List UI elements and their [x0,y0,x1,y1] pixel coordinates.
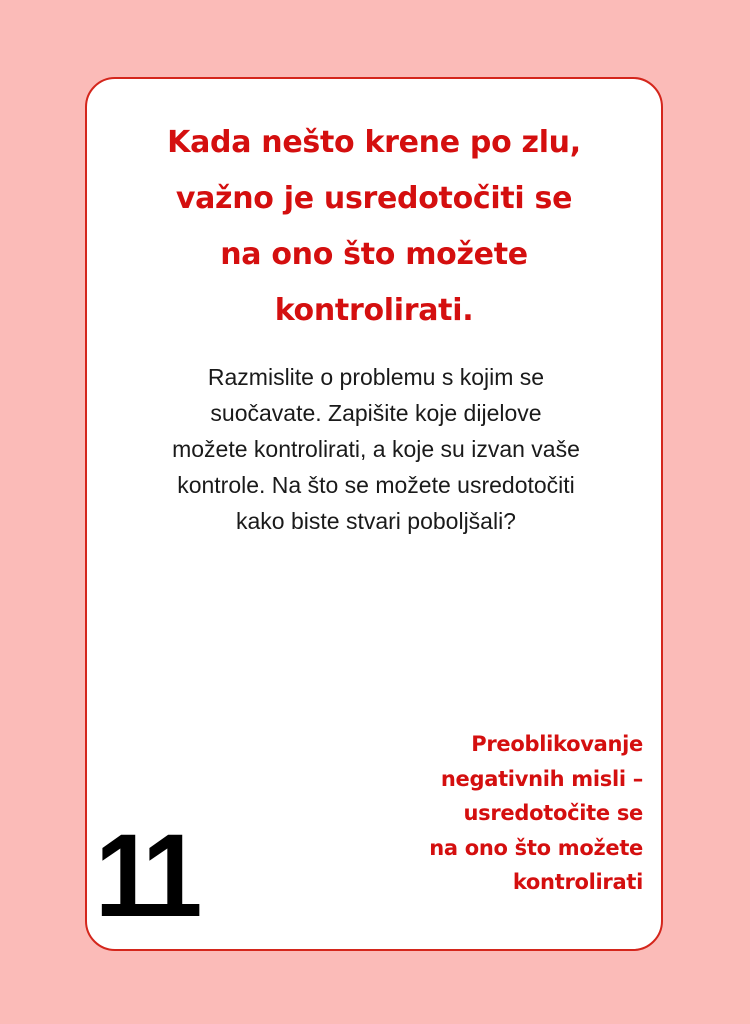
card-body-text [107,359,645,539]
body-line: kako biste stvari poboljšali? [236,508,516,534]
category-line: Preoblikovanje [471,732,643,756]
category-line: kontrolirati [512,870,643,894]
prompt-card [85,77,663,951]
heading-line: na ono što možete [220,237,528,272]
category-line: usredotočite se [463,801,643,825]
heading-line: važno je usredotočiti se [175,181,573,216]
body-line: kontrole. Na što se možete usredotočiti [177,472,575,498]
heading-line: kontrolirati. [274,293,474,328]
body-line: suočavate. Zapišite koje dijelove [210,400,542,426]
card-heading [87,115,661,339]
category-line: na ono što možete [429,835,643,860]
category-line: negativnih misli – [440,766,643,791]
heading-line: Kada nešto krene po zlu, [167,125,581,160]
body-line: možete kontrolirati, a koje su izvan vaše [172,436,580,462]
card-category [429,727,643,900]
body-line: Razmislite o problemu s kojim se [207,364,545,390]
card-number: 11 [95,810,196,942]
